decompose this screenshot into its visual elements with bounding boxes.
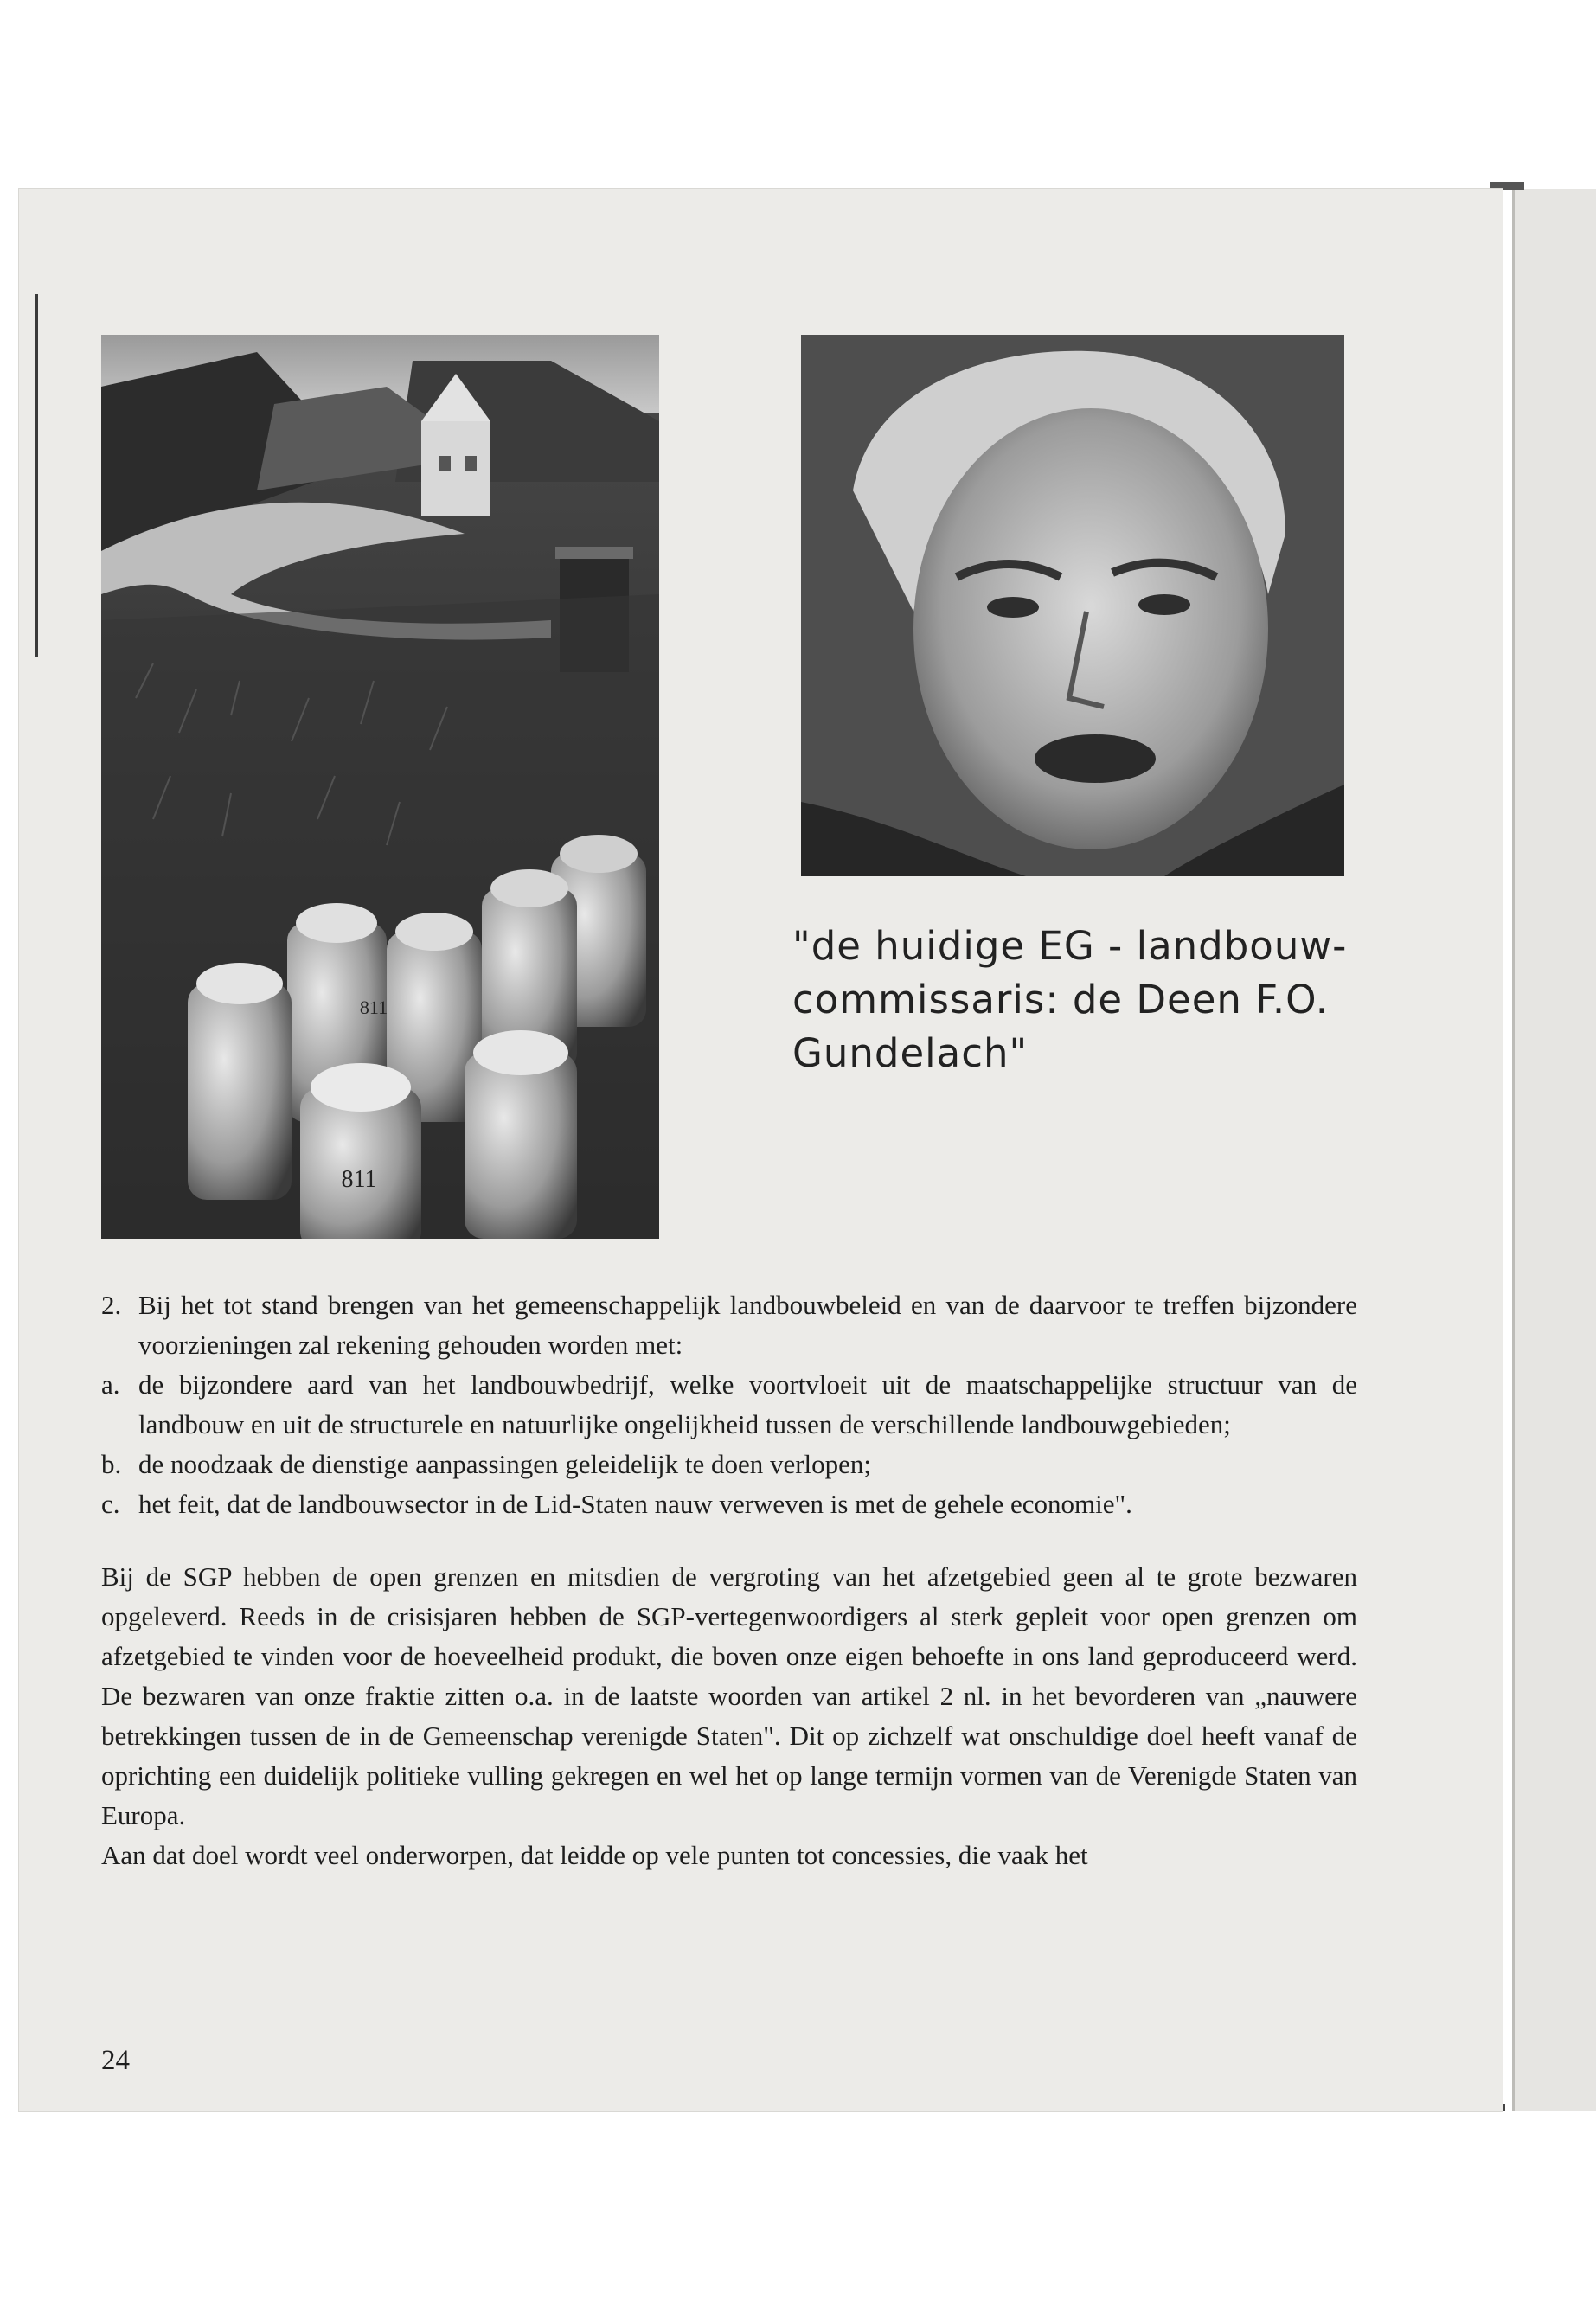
paragraph: Aan dat doel wordt veel onderworpen, dat leidde op vele punten tot concessies, die vaak het xyxy=(101,1840,1088,1870)
list-marker: b. xyxy=(101,1449,122,1479)
page-edge-shadow xyxy=(35,294,38,657)
list-marker: c. xyxy=(101,1489,120,1519)
list-item xyxy=(101,1365,1357,1445)
list-item xyxy=(101,1445,1357,1484)
list-item xyxy=(101,1484,1357,1524)
can-number: 811 xyxy=(341,1166,377,1193)
next-page-edge xyxy=(1512,189,1596,2111)
man-portrait-photo xyxy=(801,335,1344,876)
list-marker: 2. xyxy=(101,1290,122,1320)
list-item-text: de noodzaak de dienstige aanpassingen geleidelijk te doen verlopen; xyxy=(138,1449,872,1479)
paragraph: Bij de SGP hebben de open grenzen en mitsdien de vergroting van het afzetgebied geen al te grote bezwaren opgeleverd. Reeds in de crisisjaren hebben de SGP-vertegenwoordigers al sterk gepleit voor open grenzen om afzetgebied te vinden voor de hoeveelheid produkt, die boven onze eigen behoefte in ons land geproduceerd werd. De bezwaren van onze fraktie zitten o.a. in de laatste woorden van artikel 2 nl. in het bevorderen van „nauwere betrekkingen tussen de in de Gemeenschap verenigde Staten". Dit op zichzelf wat onschuldige doel heeft vanaf de oprichting een duidelijk politieke vulling gekregen en wel het op lange termijn vormen van de Verenigde Staten van Europa. xyxy=(101,1561,1357,1830)
list-intro-text: Bij het tot stand brengen van het gemeenschappelijk landbouwbeleid en van de daarvoor te treffen bijzondere voorzieningen zal rekening gehouden worden met: xyxy=(138,1290,1357,1360)
list-intro xyxy=(101,1285,1357,1365)
farm-milk-cans-photo xyxy=(101,335,659,1239)
article-body xyxy=(101,1285,1357,1875)
list-marker: a. xyxy=(101,1369,120,1400)
list-item-text: het feit, dat de landbouwsector in de Lid-Staten nauw verweven is met de gehele economie". xyxy=(138,1489,1132,1519)
can-number: 811 xyxy=(359,997,388,1018)
list-item-text: de bijzondere aard van het landbouwbedrijf, welke voortvloeit uit de maatschappelijke structuur van de landbouw en uit de structurele en natuurlijke ongelijkheid tussen de verschillende landbouwgebieden; xyxy=(138,1369,1357,1439)
page-number: 24 xyxy=(101,2045,130,2076)
photo-caption: "de huidige EG - landbouw- commissaris: de Deen F.O. Gundelach" xyxy=(792,923,1348,1076)
